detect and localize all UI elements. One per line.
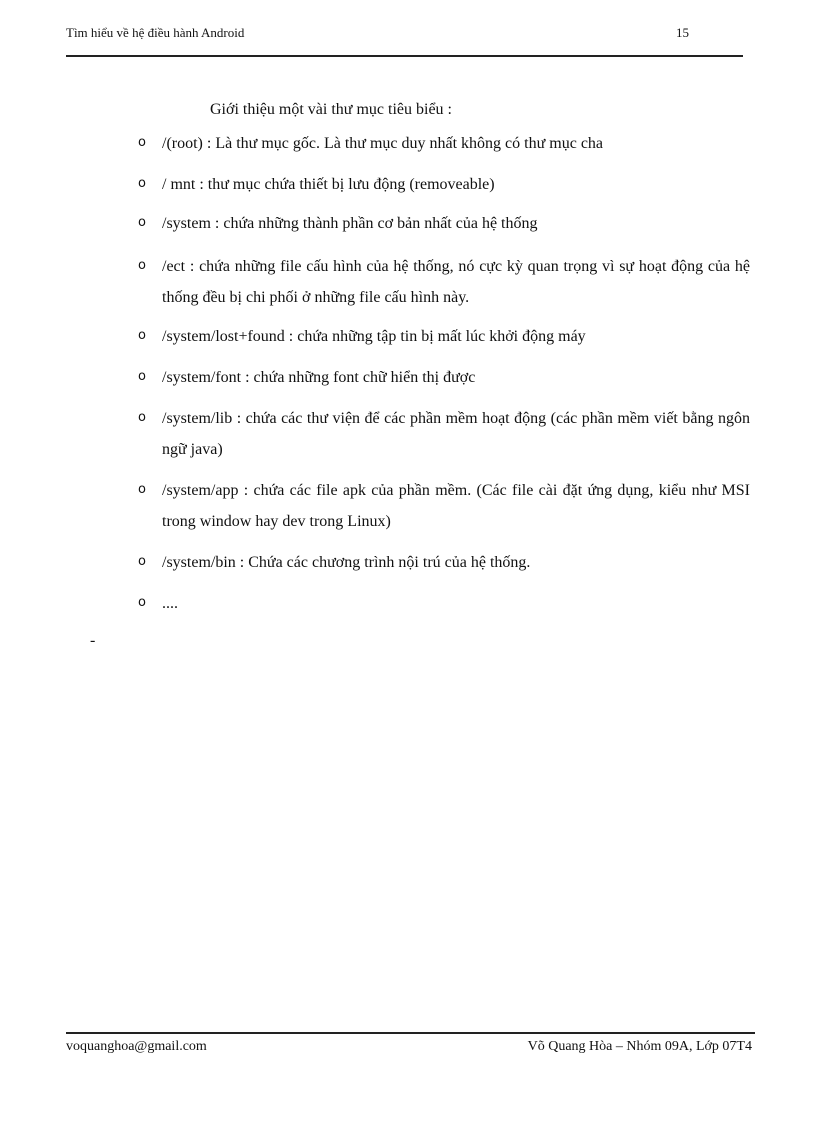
bullet-icon: o <box>138 369 146 384</box>
bullet-icon: o <box>138 176 146 191</box>
bullet-icon: o <box>138 135 146 150</box>
bullet-icon: o <box>138 482 146 497</box>
list-item-text: .... <box>162 595 178 612</box>
page-number: 15 <box>676 25 689 40</box>
footer-divider <box>66 1032 755 1034</box>
intro-paragraph: Giới thiệu một vài thư mục tiêu biểu : <box>210 101 452 118</box>
list-item-text: / mnt : thư mục chứa thiết bị lưu động (removeable) <box>162 176 495 193</box>
bullet-icon: o <box>138 554 146 569</box>
list-item-text: /system/app : chứa các file apk của phần mềm. (Các file cài đặt ứng dụng, kiểu như MSI trong window hay dev trong Linux) <box>162 482 750 530</box>
list-item-text: /ect : chứa những file cấu hình của hệ thống, nó cực kỳ quan trọng vì sự hoạt động của hệ thống đều bị chi phối ở những file cấu hình này. <box>162 258 750 306</box>
list-item-text: /system/lib : chứa các thư viện để các phần mềm hoạt động (các phần mềm viết bằng ngôn ngữ java) <box>162 410 750 458</box>
bullet-icon: o <box>138 410 146 425</box>
bullet-icon: o <box>138 215 146 230</box>
header-title: Tìm hiểu về hệ điều hành Android <box>66 25 245 40</box>
list-item-text: /system : chứa những thành phần cơ bản nhất của hệ thống <box>162 215 538 232</box>
bullet-icon: o <box>138 595 146 610</box>
list-item-text: /system/font : chứa những font chữ hiển thị được <box>162 369 476 386</box>
footer-author: Võ Quang Hòa – Nhóm 09A, Lớp 07T4 <box>527 1039 752 1054</box>
list-item-text: /(root) : Là thư mục gốc. Là thư mục duy nhất không có thư mục cha <box>162 135 604 152</box>
bullet-icon: o <box>138 328 146 343</box>
dash-marker: - <box>90 632 96 649</box>
bullet-icon: o <box>138 258 146 273</box>
footer-email: voquanghoa@gmail.com <box>66 1039 207 1054</box>
list-item-text: /system/lost+found : chứa những tập tin bị mất lúc khởi động máy <box>162 328 586 345</box>
header-divider <box>66 55 743 57</box>
list-item-text: /system/bin : Chứa các chương trình nội trú của hệ thống. <box>162 554 531 571</box>
